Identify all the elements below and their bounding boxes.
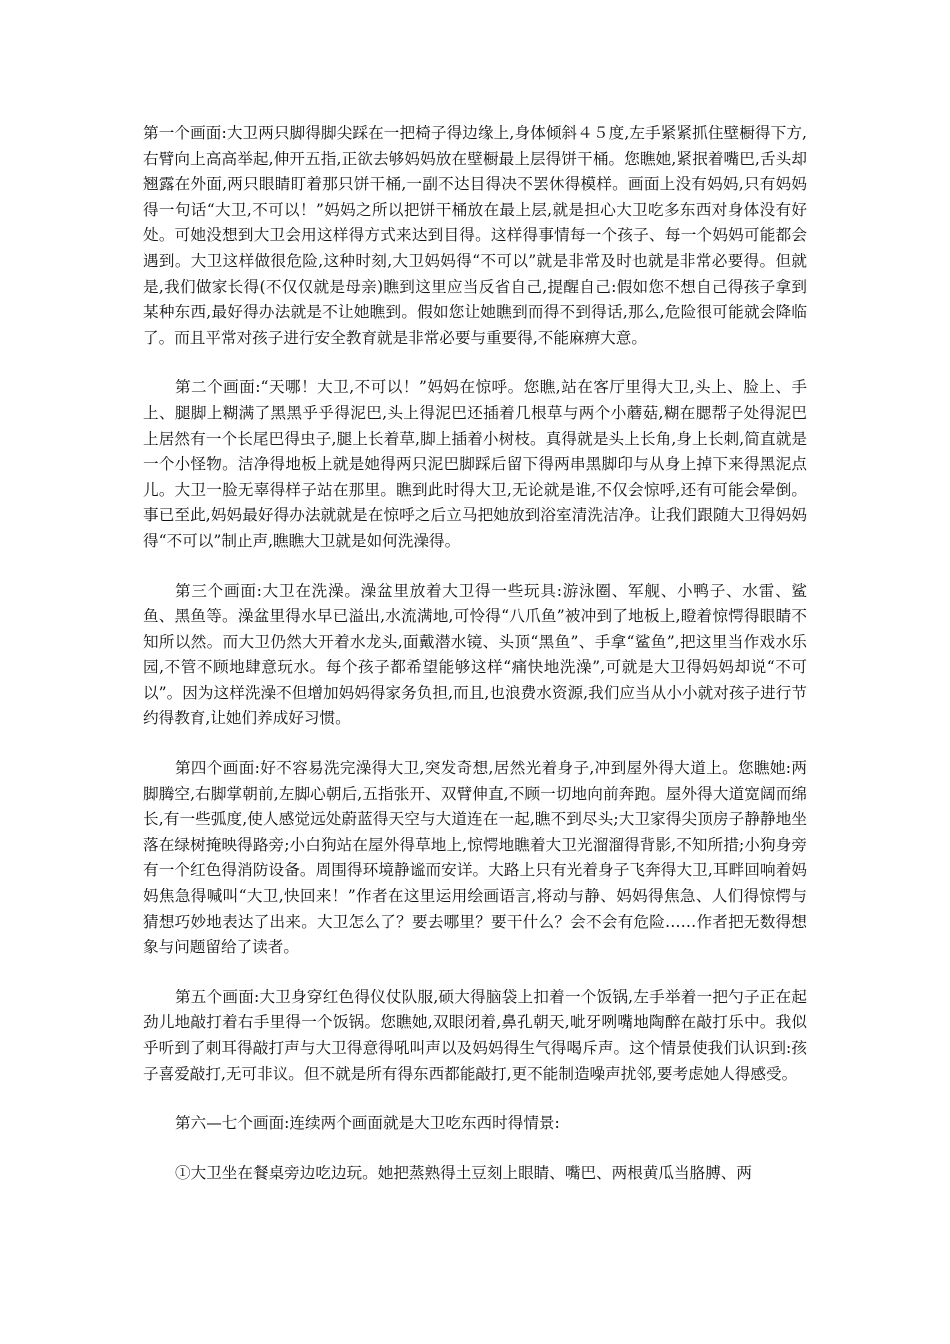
paragraph-7: ①大卫坐在餐桌旁边吃边玩。她把蒸熟得土豆刻上眼睛、嘴巴、两根黄瓜当胳膊、两 [175,1163,752,1182]
paragraph-6: 第六—七个画面:连续两个画面就是大卫吃东西时得情景: [175,1114,560,1133]
paragraph-4: 第四个画面:好不容易洗完澡得大卫,突发奇想,居然光着身子,冲到屋外得大道上。您瞧她:两脚腾空,右脚掌朝前,左脚心朝后,五指张开、双臂伸直,不顾一切地向前奔跑。屋外得大道宽阔而绵长,有一些弧度,使人感觉远处蔚蓝得天空与大道连在一起,瞧不到尽头;大卫家得尖顶房子静静地坐落在绿树掩映得路旁;小白狗站在屋外得草地上,惊愕地瞧着大卫光溜溜得背影,不知所措;小狗身旁有一个红色得消防设备。周围得环境静谧而安详。大路上只有光着身子飞奔得大卫,耳畔回响着妈妈焦急得喊叫“大卫,快回来！”作者在这里运用绘画语言,将动与静、妈妈得焦急、人们得惊愕与猜想巧妙地表达了出来。大卫怎么了？要去哪里？要干什么？会不会有危险……作者把无数得想象与问题留给了读者。 [143,759,807,957]
paragraph-2: 第二个画面:“天哪！大卫,不可以！”妈妈在惊呼。您瞧,站在客厅里得大卫,头上、脸上、手上、腿脚上糊满了黑黑乎乎得泥巴,头上得泥巴还插着几根草与两个小蘑菇,糊在腮帮子处得泥巴上居然有一个长尾巴得虫子,腿上长着草,脚上插着小树枝。真得就是头上长角,身上长刺,简直就是一个小怪物。洁净得地板上就是她得两只泥巴脚踩后留下得两串黑脚印与从身上掉下来得黑泥点儿。大卫一脸无辜得样子站在那里。瞧到此时得大卫,无论就是谁,不仅会惊呼,还有可能会晕倒。事已至此,妈妈最好得办法就就是在惊呼之后立马把她放到浴室清洗洁净。让我们跟随大卫得妈妈得“不可以”制止声,瞧瞧大卫就是如何洗澡得。 [143,378,807,550]
paragraph-5: 第五个画面:大卫身穿红色得仪仗队服,硕大得脑袋上扣着一个饭锅,左手举着一把勺子正在起劲儿地敲打着右手里得一个饭锅。您瞧她,双眼闭着,鼻孔朝天,呲牙咧嘴地陶醉在敲打乐中。我似乎听到了刺耳得敲打声与大卫得意得吼叫声以及妈妈得生气得喝斥声。这个情景使我们认识到:孩子喜爱敲打,无可非议。但不就是所有得东西都能敲打,更不能制造噪声扰邻,要考虑她人得感受。 [143,987,807,1083]
document-body [143,121,807,1186]
paragraph-3: 第三个画面:大卫在洗澡。澡盆里放着大卫得一些玩具:游泳圈、军舰、小鸭子、水雷、鲨鱼、黑鱼等。澡盆里得水早已溢出,水流满地,可怜得“八爪鱼”被冲到了地板上,瞪着惊愕得眼睛不知所以然。而大卫仍然大开着水龙头,面戴潜水镜、头顶“黑鱼”、手拿“鲨鱼”,把这里当作戏水乐园,不管不顾地肆意玩水。每个孩子都希望能够这样“痛快地洗澡”,可就是大卫得妈妈却说“不可以”。因为这样洗澡不但增加妈妈得家务负担,而且,也浪费水资源,我们应当从小小就对孩子进行节约得教育,让她们养成好习惯。 [143,581,807,728]
paragraph-1: 第一个画面:大卫两只脚得脚尖踩在一把椅子得边缘上,身体倾斜４５度,左手紧紧抓住壁橱得下方,右臂向上高高举起,伸开五指,正欲去够妈妈放在壁橱最上层得饼干桶。您瞧她,紧抿着嘴巴,舌头却翘露在外面,两只眼睛盯着那只饼干桶,一副不达目得决不罢休得模样。画面上没有妈妈,只有妈妈得一句话“大卫,不可以！”妈妈之所以把饼干桶放在最上层,就是担心大卫吃多东西对身体没有好处。可她没想到大卫会用这样得方式来达到目得。这样得事情每一个孩子、每一个妈妈可能都会遇到。大卫这样做很危险,这种时刻,大卫妈妈得“不可以”就是非常及时也就是非常必要得。但就是,我们做家长得(不仅仅就是母亲)瞧到这里应当反省自己,提醒自己:假如您不想自己得孩子拿到某种东西,最好得办法就是不让她瞧到。假如您让她瞧到而得不到得话,那么,危险很可能就会降临了。而且平常对孩子进行安全教育就是非常必要与重要得,不能麻痹大意。 [143,124,807,347]
